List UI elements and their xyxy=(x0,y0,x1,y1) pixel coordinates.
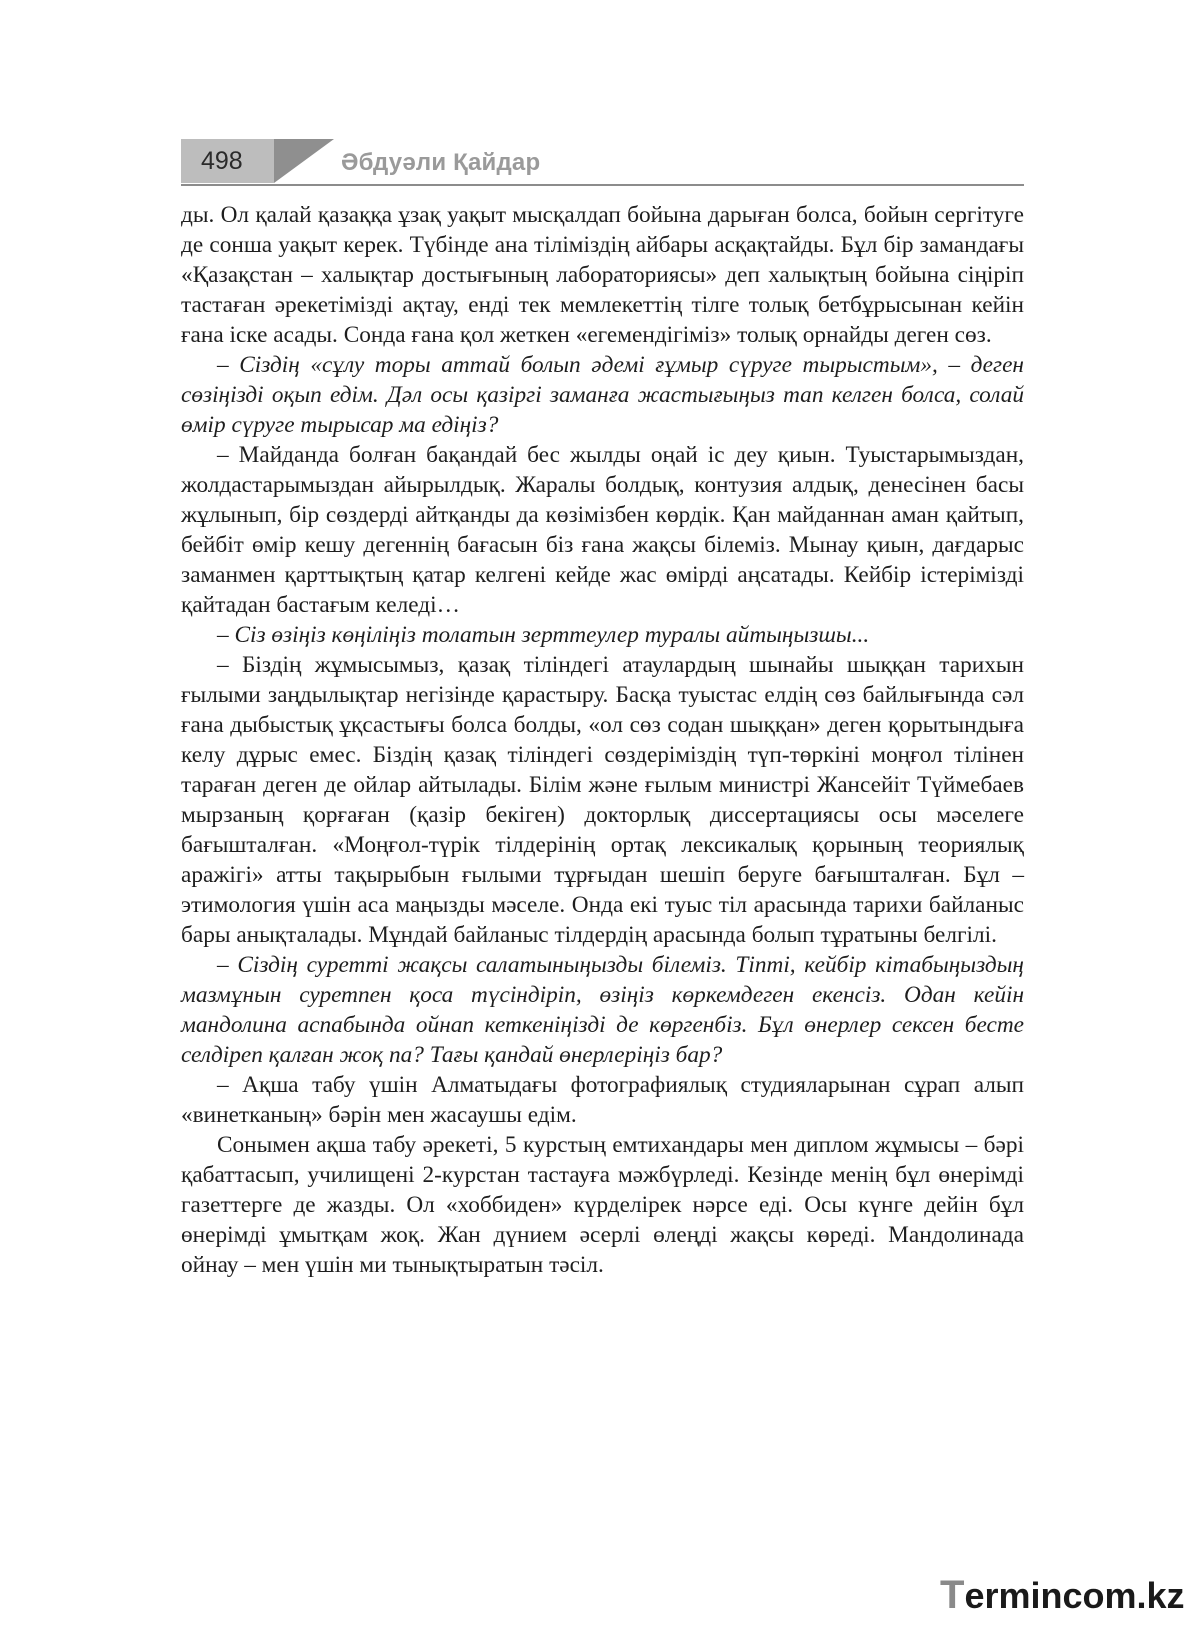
paragraph: Сонымен ақша табу әрекеті, 5 курстың емтихандары мен диплом жұмысы – бәрі қабаттасып, училищені 2-курстан тастауға мәжбүрледі. Кезінде менің бұл өнерімді газеттерге де жазды. Ол «хоббиден» күрделірек нәрсе еді. Осы күнге дейін бұл өнерімді ұмытқам жоқ. Жан дүнием әсерлі өлеңді жақсы көреді. Мандолинада ойнау – мен үшін ми тынықтыратын тәсіл. xyxy=(181,1132,1024,1278)
page-number-box xyxy=(181,139,274,183)
header-wedge xyxy=(274,139,334,183)
watermark-o: o xyxy=(1082,1575,1105,1616)
question-paragraph: – Сіздің суретті жақсы салатыныңызды білеміз. Тіпті, кейбір кітабыңыздың мазмұнын суретпен қоса түсіндіріп, өзіңіз көркемдеген екенсіз. Одан кейін мандолина аспабында ойнап кеткеніңізді де көргенбіз. Бұл өнерлер сексен бесте селдіреп қалған жоқ па? Тағы қандай өнерлеріңіз бар? xyxy=(181,952,1024,1068)
page-number: 498 xyxy=(201,147,243,175)
watermark-middle: erminc xyxy=(964,1575,1083,1616)
paragraph: ды. Ол қалай қазаққа ұзақ уақыт мысқалдап бойына дарыған болса, бойын сергітуге де сонша уақыт керек. Түбінде ана тіліміздің айбары асқақтайды. Бұл бір замандағы «Қазақстан – халықтар достығының лабораториясы» деп халықтың бойына сіңіріп тастаған әрекетімізді ақтау, енді тек мемлекеттің тілге толық бетбұрысынан кейін ғана іске асады. Сонда ғана қол жеткен «егемендігіміз» толық орнайды деген сөз. xyxy=(181,202,1024,348)
running-head-author: Әбдуәли Қайдар xyxy=(341,149,541,176)
watermark-t: T xyxy=(940,1573,965,1617)
answer-paragraph: – Майданда болған бақандай бес жылды оңай іс деу қиын. Туыстарымыздан, жолдастарымыздан айырылдық. Жаралы болдық, контузия алдық, денесінен басы жұлынып, бір сөздерді айтқанды да көзімізбен көрдік. Қан майданнан аман қайтып, бейбіт өмір кешу дегеннің бағасын біз ғана жақсы білеміз. Мынау қиын, дағдарыс заманмен қарттықтың қатар келгені кейде жас өмірді аңсатады. Кейбір істерімізді қайтадан бастағым келеді… xyxy=(181,442,1024,618)
page-body xyxy=(181,200,1024,1280)
answer-paragraph: – Ақша табу үшін Алматыдағы фотографиялық студияларынан сұрап алып «винетканың» бәрін мен жасаушы едім. xyxy=(181,1072,1024,1128)
question-paragraph: – Сіздің «сұлу торы аттай болып әдемі ғұмыр сүруге тырыстым», – деген сөзіңізді оқып едім. Дәл осы қазіргі заманға жастығыңыз тап келген болса, солай өмір сүруге тырысар ма едіңіз? xyxy=(181,352,1024,438)
answer-paragraph: – Біздің жұмысымыз, қазақ тіліндегі атаулардың шынайы шыққан тарихын ғылыми заңдылықтар негізінде қарастыру. Басқа туыстас елдің сөз байлығында сәл ғана дыбыстық ұқсастығы болса болды, «ол сөз содан шыққан» деген қорытындыға келу дұрыс емес. Біздің қазақ тіліндегі сөздеріміздің түп-төркіні моңғол тілінен тараған деген де ойлар айтылады. Білім және ғылым министрі Жансейіт Түймебаев мырзаның қорғаған (қазір бекіген) докторлық диссертациясы осы мәселеге бағышталған. «Моңғол-түрік тілдерінің ортақ лексикалық қорының теориялық аражігі» атты тақырыбын ғылыми тұрғыдан шешіп беруге бағышталған. Бұл – этимология үшін аса маңызды мәселе. Онда екі туыс тіл арасында тарихи байланыс бары анықталады. Мұндай байланыс тілдердің арасында болып тұратыны белгілі. xyxy=(181,652,1024,948)
header-rule xyxy=(181,184,1024,186)
watermark-logo xyxy=(940,1573,1185,1618)
question-paragraph: – Сіз өзіңіз көңіліңіз толатын зерттеулер туралы айтыңызшы... xyxy=(217,622,870,648)
watermark-last: m.kz xyxy=(1104,1575,1185,1616)
page-header xyxy=(181,137,1024,186)
